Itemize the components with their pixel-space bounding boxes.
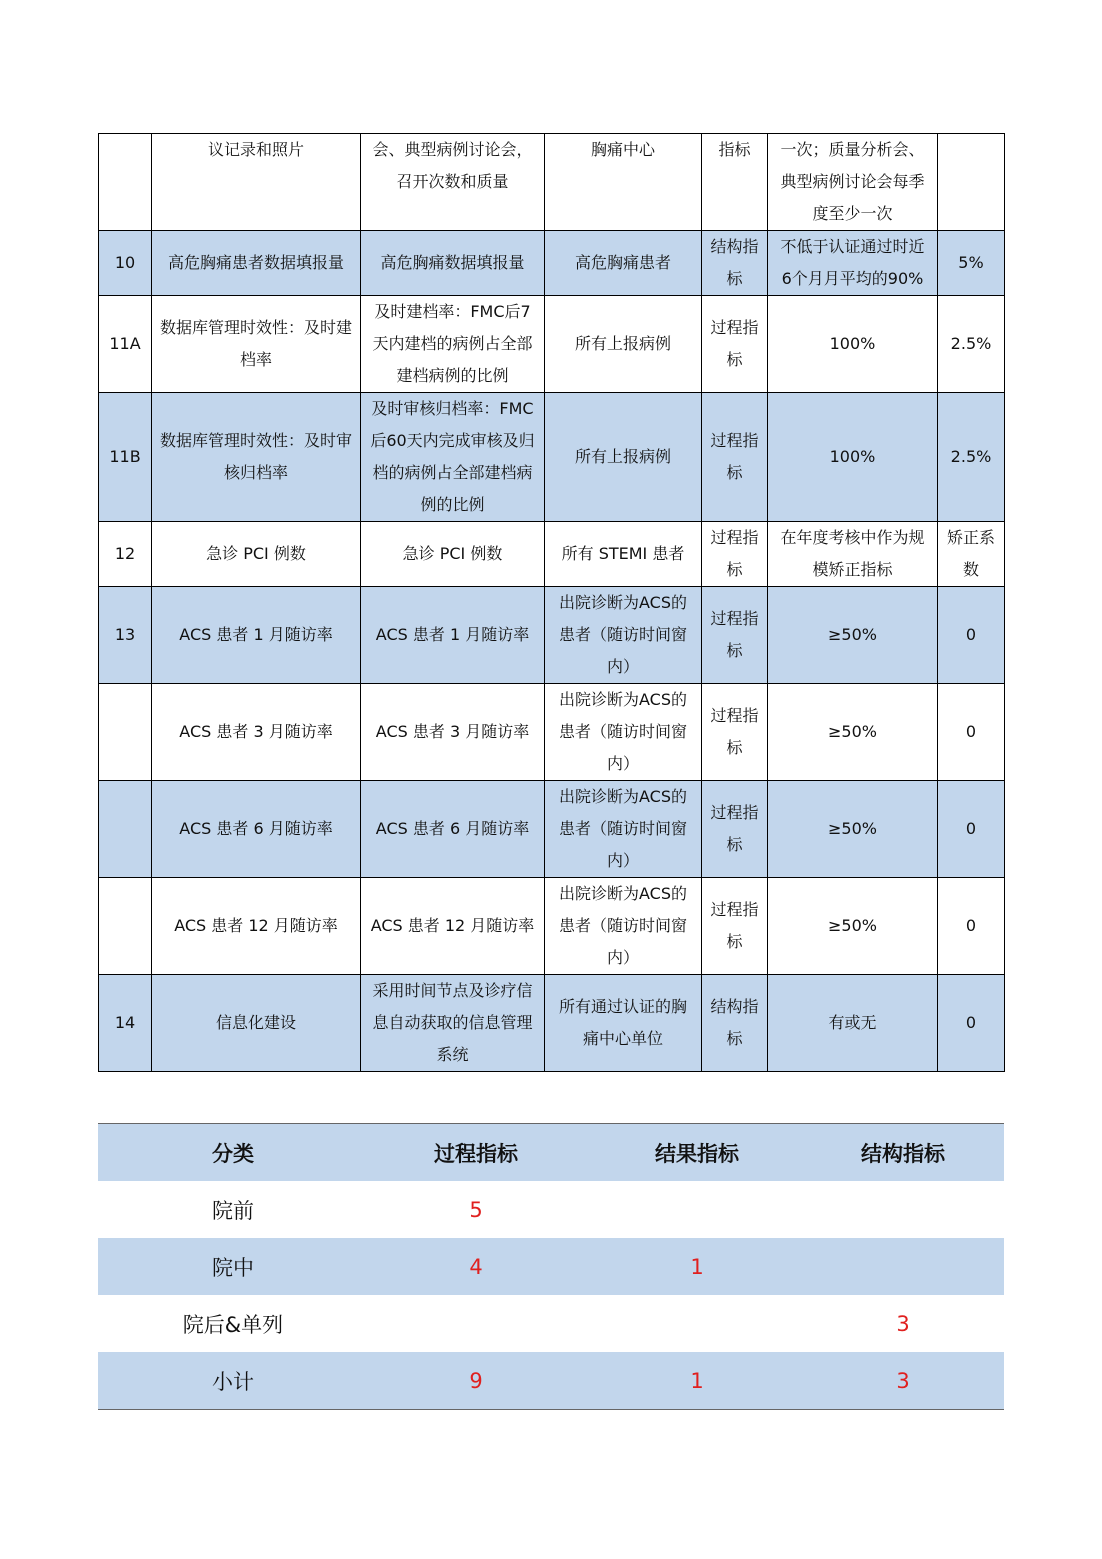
- cell-target: 100%: [768, 296, 938, 393]
- summary-outcome-count: [592, 1295, 802, 1352]
- cell-type: 结构指标: [702, 975, 768, 1072]
- cell-type: 过程指标: [702, 684, 768, 781]
- cell-type: 过程指标: [702, 587, 768, 684]
- summary-outcome-count: [592, 1181, 802, 1238]
- cell-population: 出院诊断为ACS的患者（随访时间窗内）: [545, 684, 702, 781]
- cell-population: 出院诊断为ACS的患者（随访时间窗内）: [545, 587, 702, 684]
- cell-definition: ACS 患者 12 月随访率: [361, 878, 545, 975]
- cell-population: 所有上报病例: [545, 296, 702, 393]
- cell-definition: 及时审核归档率：FMC后60天内完成审核及归档的病例占全部建档病例的比例: [361, 393, 545, 522]
- summary-row: [98, 1295, 1004, 1352]
- cell-type: 指标: [702, 134, 768, 231]
- cell-definition: ACS 患者 1 月随访率: [361, 587, 545, 684]
- cell-target: ≥50%: [768, 781, 938, 878]
- cell-no: 14: [99, 975, 152, 1072]
- cell-population: 胸痛中心: [545, 134, 702, 231]
- cell-name: 急诊 PCI 例数: [152, 522, 361, 587]
- cell-name: ACS 患者 12 月随访率: [152, 878, 361, 975]
- cell-weight: 0: [938, 975, 1005, 1072]
- cell-type: 过程指标: [702, 296, 768, 393]
- cell-target: ≥50%: [768, 878, 938, 975]
- cell-target: ≥50%: [768, 684, 938, 781]
- summary-row: [98, 1181, 1004, 1238]
- cell-target: 有或无: [768, 975, 938, 1072]
- summary-row: [98, 1352, 1004, 1410]
- summary-process-count: [360, 1295, 592, 1352]
- indicator-table: [98, 133, 1005, 1072]
- cell-population: 高危胸痛患者: [545, 231, 702, 296]
- cell-definition: ACS 患者 6 月随访率: [361, 781, 545, 878]
- summary-process-count: 5: [469, 1197, 483, 1222]
- cell-no: [99, 684, 152, 781]
- cell-no: 12: [99, 522, 152, 587]
- summary-category: 小计: [98, 1352, 360, 1410]
- summary-structure-count: [802, 1181, 1004, 1238]
- cell-population: 所有上报病例: [545, 393, 702, 522]
- cell-name: ACS 患者 6 月随访率: [152, 781, 361, 878]
- summary-category: 院中: [98, 1238, 360, 1295]
- cell-name: 数据库管理时效性：及时建档率: [152, 296, 361, 393]
- cell-no: 13: [99, 587, 152, 684]
- cell-no: 11A: [99, 296, 152, 393]
- cell-definition: 及时建档率：FMC后7天内建档的病例占全部建档病例的比例: [361, 296, 545, 393]
- summary-header-row: [98, 1124, 1004, 1182]
- header-structure: 结构指标: [802, 1124, 1004, 1182]
- summary-category: 院后&单列: [182, 1312, 284, 1337]
- cell-weight: 0: [938, 878, 1005, 975]
- cell-type: 过程指标: [702, 522, 768, 587]
- cell-target: 100%: [768, 393, 938, 522]
- cell-target: 一次；质量分析会、典型病例讨论会每季度至少一次: [768, 134, 938, 231]
- cell-population: 出院诊断为ACS的患者（随访时间窗内）: [545, 878, 702, 975]
- cell-weight: 0: [938, 781, 1005, 878]
- cell-definition: ACS 患者 3 月随访率: [361, 684, 545, 781]
- cell-no: [99, 781, 152, 878]
- cell-definition: 高危胸痛数据填报量: [361, 231, 545, 296]
- table-row: [99, 878, 1005, 975]
- cell-weight: 2.5%: [938, 393, 1005, 522]
- header-category: 分类: [98, 1124, 360, 1182]
- cell-type: 过程指标: [702, 393, 768, 522]
- summary-category: 院前: [212, 1198, 254, 1223]
- cell-no: [99, 878, 152, 975]
- table-row: [99, 975, 1005, 1072]
- header-process: 过程指标: [360, 1124, 592, 1182]
- cell-population: 所有 STEMI 患者: [545, 522, 702, 587]
- cell-weight: 5%: [938, 231, 1005, 296]
- summary-structure-count: 3: [802, 1352, 1004, 1410]
- cell-weight: 0: [938, 587, 1005, 684]
- table-row: [99, 781, 1005, 878]
- cell-name: ACS 患者 1 月随访率: [152, 587, 361, 684]
- cell-name: ACS 患者 3 月随访率: [152, 684, 361, 781]
- summary-outcome-count: 1: [592, 1238, 802, 1295]
- cell-type: 过程指标: [702, 878, 768, 975]
- cell-no: 11B: [99, 393, 152, 522]
- cell-name: 数据库管理时效性：及时审核归档率: [152, 393, 361, 522]
- table-row: [99, 231, 1005, 296]
- cell-weight: 2.5%: [938, 296, 1005, 393]
- table-row: [99, 393, 1005, 522]
- summary-row: [98, 1238, 1004, 1295]
- summary-process-count: 4: [360, 1238, 592, 1295]
- table-row: [99, 684, 1005, 781]
- table-row: [99, 296, 1005, 393]
- table-row: [99, 134, 1005, 231]
- cell-type: 过程指标: [702, 781, 768, 878]
- summary-structure-count: 3: [896, 1311, 910, 1336]
- summary-table: [98, 1123, 1004, 1410]
- summary-outcome-count: 1: [592, 1352, 802, 1410]
- summary-structure-count: [802, 1238, 1004, 1295]
- cell-name: 信息化建设: [152, 975, 361, 1072]
- cell-weight: [938, 134, 1005, 231]
- cell-target: 不低于认证通过时近6个月月平均的90%: [768, 231, 938, 296]
- cell-type: 结构指标: [702, 231, 768, 296]
- cell-weight: 0: [938, 684, 1005, 781]
- cell-name: 高危胸痛患者数据填报量: [152, 231, 361, 296]
- cell-population: 出院诊断为ACS的患者（随访时间窗内）: [545, 781, 702, 878]
- cell-target: 在年度考核中作为规模矫正指标: [768, 522, 938, 587]
- cell-target: ≥50%: [768, 587, 938, 684]
- cell-name: 议记录和照片: [152, 134, 361, 231]
- summary-process-count: 9: [360, 1352, 592, 1410]
- header-outcome: 结果指标: [592, 1124, 802, 1182]
- cell-definition: 会、典型病例讨论会，召开次数和质量: [361, 134, 545, 231]
- table-row: [99, 522, 1005, 587]
- cell-no: 10: [99, 231, 152, 296]
- cell-population: 所有通过认证的胸痛中心单位: [545, 975, 702, 1072]
- cell-definition: 急诊 PCI 例数: [361, 522, 545, 587]
- cell-weight: 矫正系数: [938, 522, 1005, 587]
- cell-no: [99, 134, 152, 231]
- cell-definition: 采用时间节点及诊疗信息自动获取的信息管理系统: [361, 975, 545, 1072]
- table-row: [99, 587, 1005, 684]
